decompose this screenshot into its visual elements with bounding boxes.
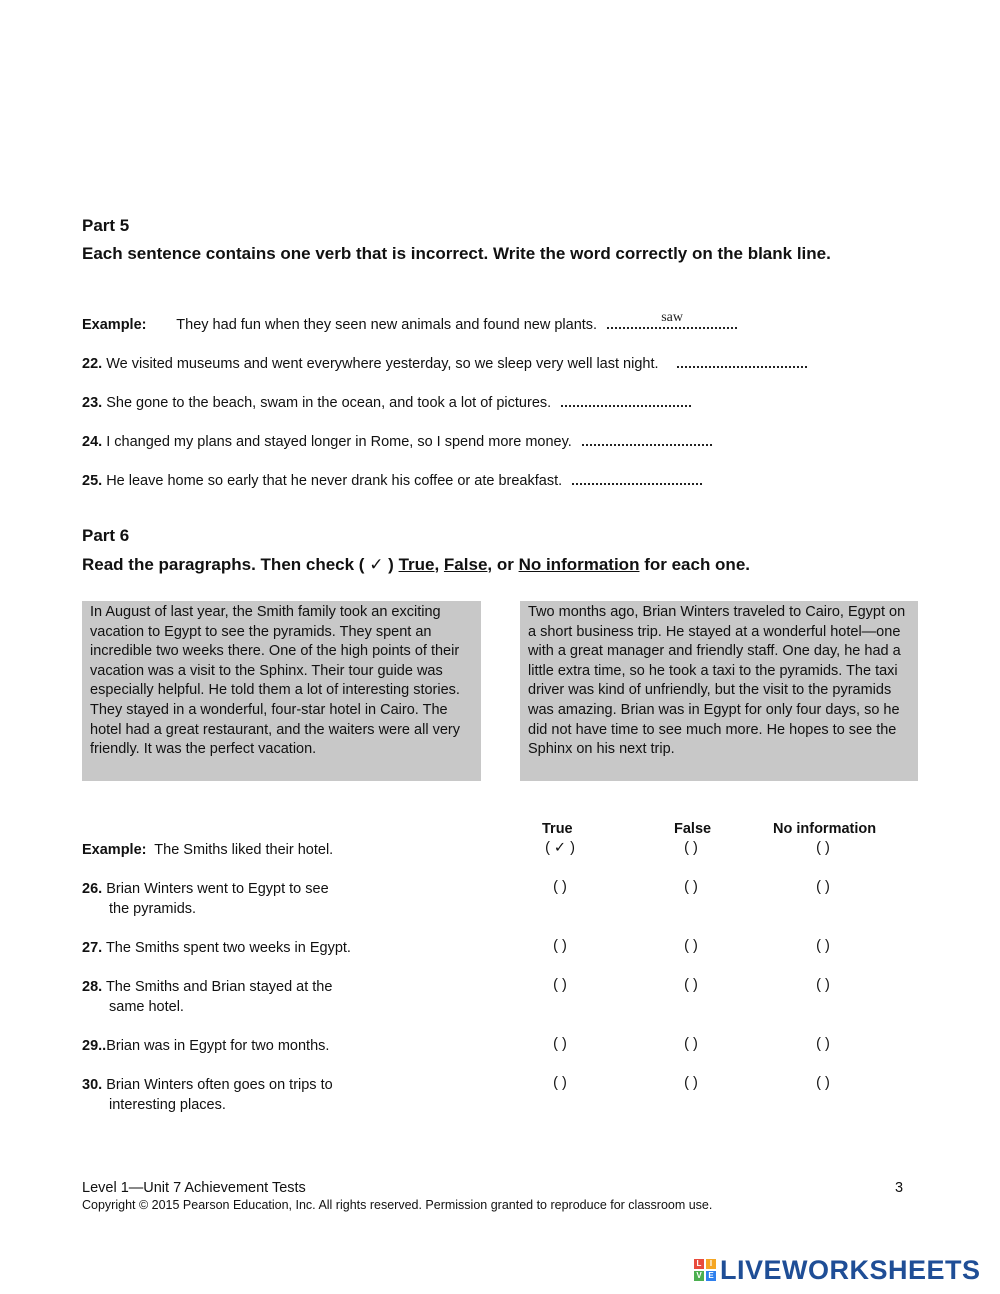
column-false: False [674, 821, 712, 837]
answer-26-noinfo[interactable]: ( ) [816, 879, 830, 895]
instr-text: Read the paragraphs. Then check ( [82, 555, 370, 574]
instr-text: , [434, 555, 444, 574]
check-icon: ✓ [369, 555, 384, 574]
noinfo-word: No information [518, 555, 640, 574]
question-text: We visited museums and went everywhere yesterday, so we sleep very well last night. [106, 356, 659, 372]
example-label: Example: [82, 317, 147, 333]
answer-28-noinfo[interactable]: ( ) [816, 977, 830, 993]
statement-text-cont: the pyramids. [109, 901, 197, 917]
question-text: I changed my plans and stayed longer in Rome, so I spend more money. [106, 434, 572, 450]
statement-28 [82, 977, 382, 1017]
statement-30 [82, 1075, 382, 1115]
question-25 [82, 469, 702, 489]
copyright: Copyright © 2015 Pearson Education, Inc. All rights reserved. Permission granted to reproduce for classroom use. [82, 1198, 713, 1212]
part5-title: Part 5 [82, 216, 130, 235]
answer-30-false[interactable]: ( ) [684, 1075, 698, 1091]
example-answer: saw [661, 310, 683, 325]
example-statement: The Smiths liked their hotel. [154, 842, 334, 858]
answer-28-false[interactable]: ( ) [684, 977, 698, 993]
column-no-information: No information [773, 821, 877, 837]
answer-30-noinfo[interactable]: ( ) [816, 1075, 830, 1091]
liveworksheets-logo [694, 1256, 981, 1284]
logo-tile: E [706, 1271, 716, 1281]
false-word: False [443, 555, 488, 574]
example-noinfo-mark: ( ) [816, 840, 830, 856]
answer-26-true[interactable]: ( ) [553, 879, 567, 895]
part6-title: Part 6 [82, 526, 130, 545]
instr-text: ) [383, 555, 399, 574]
question-number: 22. [82, 356, 103, 372]
answer-blank-23[interactable] [561, 391, 691, 407]
answer-blank-22[interactable] [677, 352, 807, 368]
logo-text: LIVEWORKSHEETS [720, 1254, 981, 1285]
question-number: 28. [82, 979, 103, 995]
example-sentence: They had fun when they seen new animals and found new plants. [176, 317, 598, 333]
question-text: He leave home so early that he never drank his coffee or ate breakfast. [106, 473, 563, 489]
question-23 [82, 391, 691, 411]
question-24 [82, 430, 712, 450]
logo-grid-icon [694, 1259, 716, 1281]
example-true-mark: ( ✓ ) [545, 840, 575, 856]
statement-27 [82, 938, 382, 958]
question-22 [82, 352, 807, 372]
example-answer-blank [607, 310, 737, 329]
question-number: 30. [82, 1077, 103, 1093]
answer-29-true[interactable]: ( ) [553, 1036, 567, 1052]
logo-tile: V [694, 1271, 704, 1281]
column-true: True [542, 821, 573, 837]
logo-tile: I [706, 1259, 716, 1269]
question-number: 25. [82, 473, 103, 489]
question-number: 26. [82, 881, 103, 897]
tf-example [82, 840, 482, 860]
footer-title: Level 1—Unit 7 Achievement Tests [82, 1180, 306, 1196]
answer-27-false[interactable]: ( ) [684, 938, 698, 954]
answer-blank-25[interactable] [572, 469, 702, 485]
answer-27-noinfo[interactable]: ( ) [816, 938, 830, 954]
statement-26 [82, 879, 382, 919]
paragraph-brian: Two months ago, Brian Winters traveled to Cairo, Egypt on a short business trip. He stayed at a wonderful hotel—one with a great manager and friendly staff. One day, he had a little extra time, so he took a taxi to the pyramids. The taxi driver was kind of unfriendly, but the visit to the pyramids was amazing. Brian was in Egypt for only four days, so he did not have time to see much more. He hopes to see the Sphinx on his next trip. [520, 601, 918, 781]
answer-30-true[interactable]: ( ) [553, 1075, 567, 1091]
part5-instructions: Each sentence contains one verb that is incorrect. Write the word correctly on the blank line. [82, 244, 831, 263]
statement-29 [82, 1036, 382, 1056]
instr-text: for each one. [639, 555, 750, 574]
statement-text: The Smiths and Brian stayed at the [105, 979, 333, 995]
answer-29-noinfo[interactable]: ( ) [816, 1036, 830, 1052]
part6-instructions [82, 553, 922, 576]
question-number: 27. [82, 940, 103, 956]
answer-27-true[interactable]: ( ) [553, 938, 567, 954]
true-word: True [398, 555, 435, 574]
statement-text: Brian Winters often goes on trips to [106, 1077, 333, 1093]
page-number: 3 [895, 1180, 904, 1196]
answer-26-false[interactable]: ( ) [684, 879, 698, 895]
answer-29-false[interactable]: ( ) [684, 1036, 698, 1052]
question-number: 29.. [82, 1038, 107, 1054]
statement-text: Brian was in Egypt for two months. [106, 1038, 330, 1054]
statement-text: The Smiths spent two weeks in Egypt. [105, 940, 351, 956]
example-label: Example: [82, 842, 147, 858]
paragraph-smith: In August of last year, the Smith family took an exciting vacation to Egypt to see the pyramids. They spent an incredible two weeks there. One of the high points of their vacation was a visit to the Sphinx. Their tour guide was especially helpful. He told them a lot of interesting stories. They stayed in a wonderful, four-star hotel in Cairo. The hotel had a great restaurant, and the waiters were all very friendly. It was the perfect vacation. [82, 601, 481, 781]
statement-text-cont: interesting places. [109, 1097, 226, 1113]
statement-text-cont: same hotel. [109, 999, 184, 1015]
part5-example [82, 310, 737, 333]
example-false-mark: ( ) [684, 840, 698, 856]
answer-blank-24[interactable] [582, 430, 712, 446]
question-number: 24. [82, 434, 103, 450]
statement-text: Brian Winters went to Egypt to see [106, 881, 329, 897]
instr-text: , or [487, 555, 519, 574]
answer-28-true[interactable]: ( ) [553, 977, 567, 993]
question-number: 23. [82, 395, 103, 411]
question-text: She gone to the beach, swam in the ocean, and took a lot of pictures. [106, 395, 552, 411]
logo-tile: L [694, 1259, 704, 1269]
